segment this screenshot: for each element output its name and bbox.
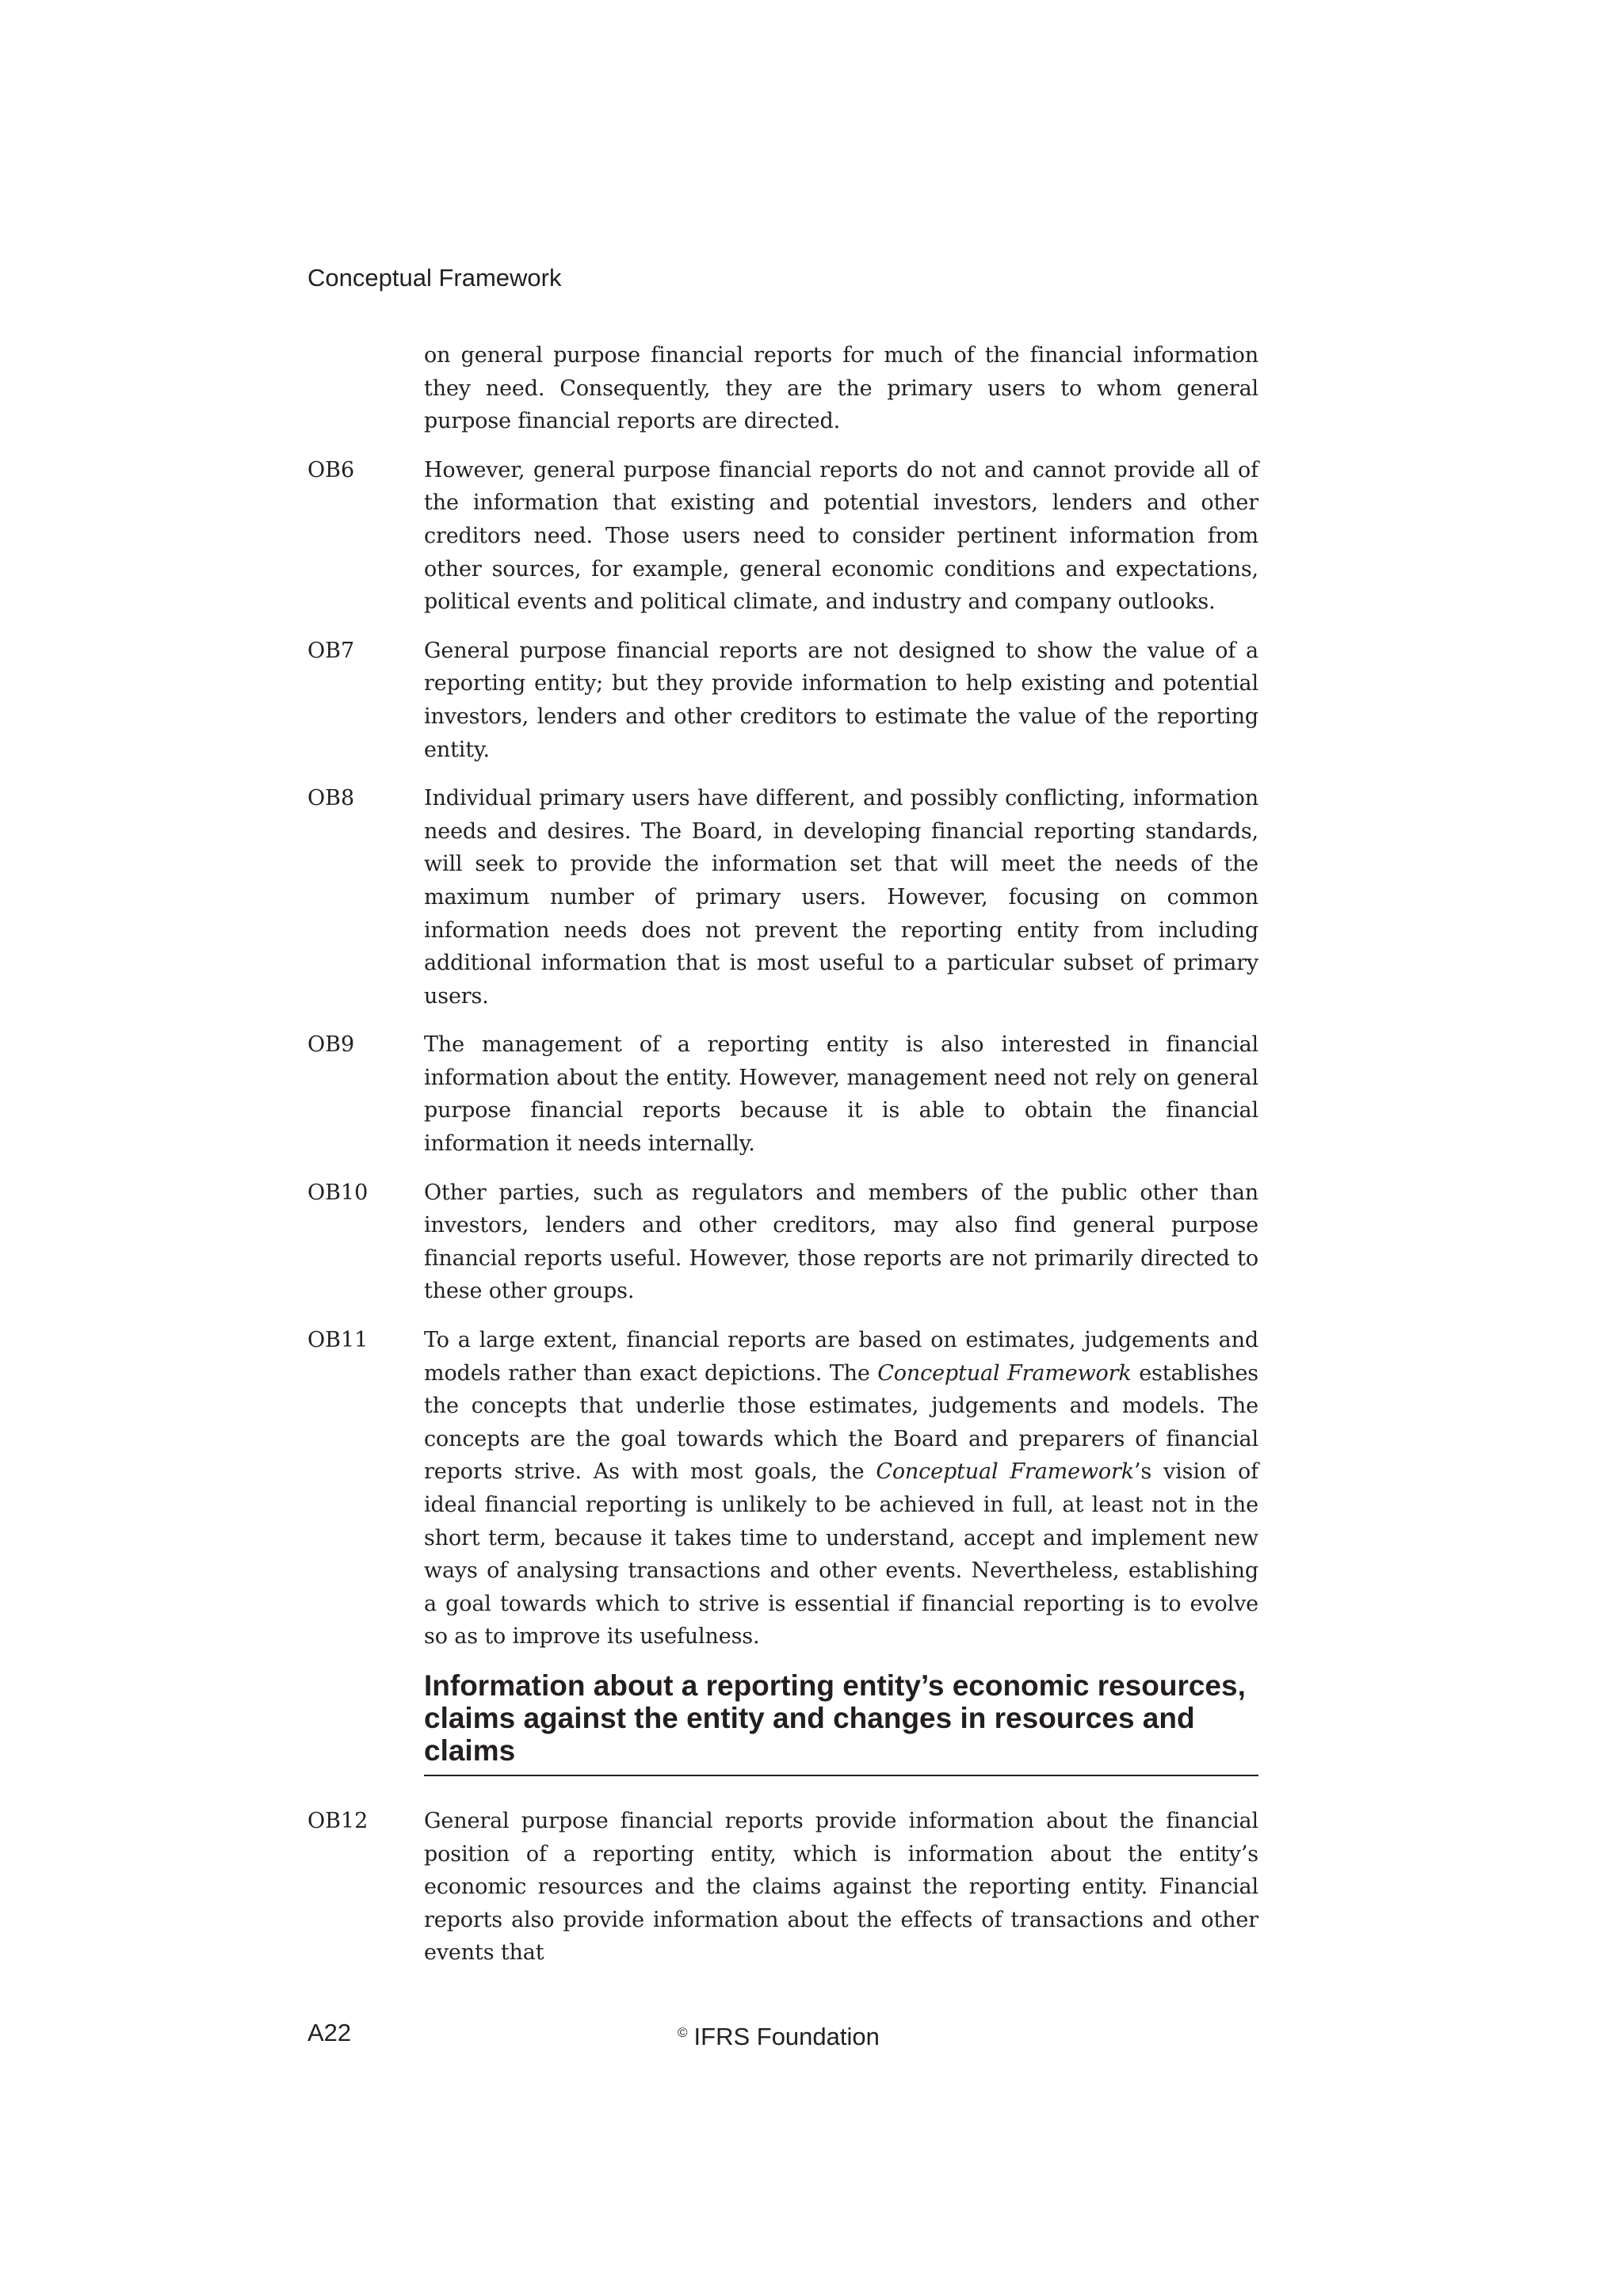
paragraph-text: However, general purpose financial reports do not and cannot provide all of the information that existing and potential investors, lenders and other creditors need. Those users need to consider pertinent information from other sources, for example, general economic conditions and expectations, political events and political climate, and industry and company outlooks. xyxy=(424,457,1258,615)
paragraph-number: OB9 xyxy=(307,1032,355,1058)
paragraph-number: OB7 xyxy=(307,638,355,663)
paragraph-text: General purpose financial reports provide information about the financial position of a reporting entity, which is information about the entity’s economic resources and the claims against the reporting entity. Financial reports also provide information about the effects of transactions and other events that xyxy=(424,1808,1258,1966)
text-run: establishes the concepts that underlie those estimates, judgements and models. The concepts are the goal towards which the Board and preparers of financial reports strive. As with most goals, the xyxy=(424,1360,1258,1485)
paragraph-number: OB6 xyxy=(307,457,355,482)
paragraph-text: on general purpose financial reports for much of the financial information they need. Consequently, they are the primary users to whom general purpose financial reports are directed. xyxy=(424,343,1258,434)
text-run: To a large extent, financial reports are based on estimates, judgements and models rather than exact depictions. The xyxy=(424,1328,1258,1386)
italic-title: Conceptual Framework xyxy=(876,1459,1134,1485)
paragraph-continued xyxy=(307,339,1258,438)
paragraph-text: The management of a reporting entity is also interested in financial information about the entity. However, management need not rely on general purpose financial reports because it is able to obtain the financial information it needs internally. xyxy=(424,1032,1258,1157)
paragraph-ob12 xyxy=(307,1805,1258,1970)
paragraph-ob7 xyxy=(307,635,1258,766)
section-heading-block xyxy=(424,1669,1258,1776)
paragraph-ob9 xyxy=(307,1028,1258,1160)
paragraph-text xyxy=(424,1324,1258,1653)
paragraph-number: OB11 xyxy=(307,1328,369,1353)
italic-title: Conceptual Framework xyxy=(877,1360,1132,1386)
paragraph-text: Other parties, such as regulators and members of the public other than investors, lenders and other creditors, may also find general purpose financial reports useful. However, those reports are not primarily directed to these other groups. xyxy=(424,1180,1258,1304)
text-run: ’s vision of ideal financial reporting is unlikely to be achieved in full, at least not in the short term, because it takes time to understand, accept and implement new ways of analysing transactions and other events. Nevertheless, establishing a goal towards which to strive is essential if financial reporting is to evolve so as to improve its usefulness. xyxy=(424,1459,1259,1650)
paragraph-ob6 xyxy=(307,454,1258,619)
paragraph-number: OB12 xyxy=(307,1808,369,1833)
copyright-notice xyxy=(678,2018,880,2052)
paragraph-number: OB8 xyxy=(307,786,355,811)
copyright-symbol: © xyxy=(678,2025,688,2040)
paragraph-ob8 xyxy=(307,782,1258,1013)
copyright-text: IFRS Foundation xyxy=(693,2023,880,2050)
page-number: A22 xyxy=(307,2019,352,2046)
paragraph-text: Individual primary users have different, and possibly conflicting, information needs and desires. The Board, in developing financial reporting standards, will seek to provide the information set that will meet the needs of the maximum number of primary users. However, focusing on common information needs does not prevent the reporting entity from including additional information that is most useful to a particular subset of primary users. xyxy=(424,786,1258,1009)
running-header: Conceptual Framework xyxy=(307,264,562,292)
paragraph-number xyxy=(307,339,424,438)
section-heading: Information about a reporting entity’s economic resources, claims against the entity and changes in resources and claims xyxy=(424,1669,1246,1767)
paragraph-ob10 xyxy=(307,1177,1258,1308)
document-body xyxy=(307,339,1258,1985)
paragraph-ob11 xyxy=(307,1324,1258,1653)
paragraph-number: OB10 xyxy=(307,1180,369,1205)
paragraph-text: General purpose financial reports are not designed to show the value of a reporting entity; but they provide information to help existing and potential investors, lenders and other creditors to estimate the value of the reporting entity. xyxy=(424,638,1258,762)
